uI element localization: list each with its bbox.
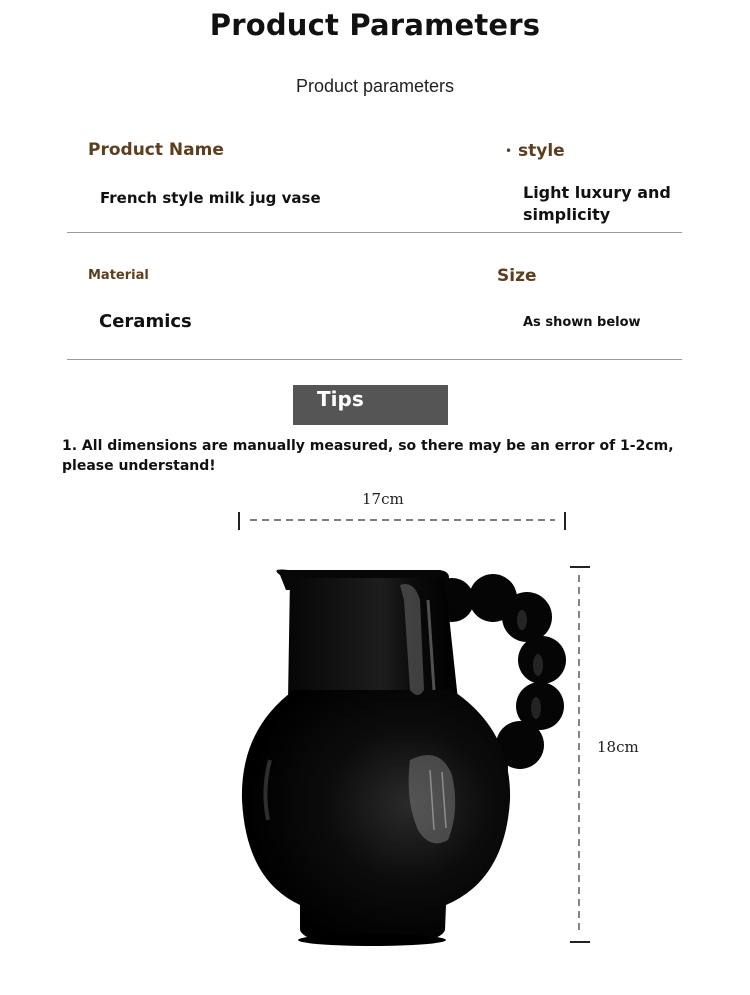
- width-dimension-line: [239, 512, 565, 530]
- bullet-icon: •: [505, 144, 513, 158]
- param-label-material: Material: [88, 268, 149, 283]
- page-title: Product Parameters: [209, 8, 541, 42]
- param-value-material: Ceramics: [99, 311, 192, 332]
- width-dimension-label: 17cm: [362, 490, 404, 508]
- param-label-size: Size: [497, 266, 537, 286]
- vase-image: [242, 570, 566, 946]
- param-value-style: Light luxury and simplicity: [523, 183, 671, 224]
- param-value-product-name: French style milk jug vase: [100, 189, 321, 207]
- tips-note: 1. All dimensions are manually measured, so there may be an error of 1-2cm, please understand!: [62, 438, 674, 474]
- page-subtitle: Product parameters: [295, 76, 455, 96]
- param-value-size: As shown below: [523, 315, 641, 330]
- height-dimension-label: 18cm: [597, 738, 639, 756]
- tips-heading: Tips: [293, 385, 448, 425]
- height-dimension-line: [570, 567, 590, 942]
- param-label-style: style: [518, 141, 565, 161]
- param-label-product-name: Product Name: [88, 140, 224, 160]
